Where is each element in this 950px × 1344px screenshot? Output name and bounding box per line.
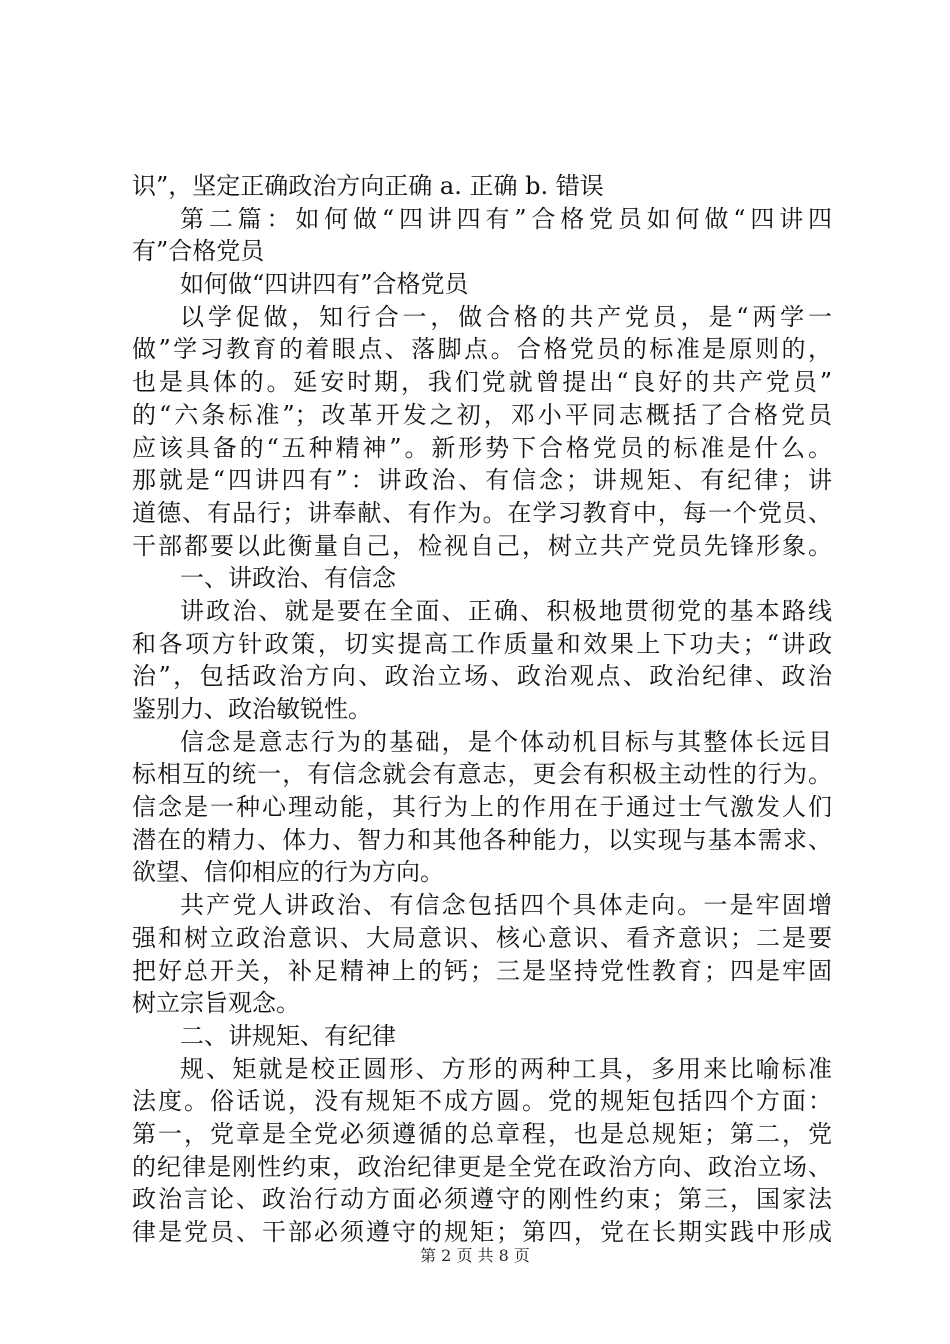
- text-line: 的“六条标准”；改革开发之初，邓小平同志概括了合格党员: [132, 400, 832, 429]
- text-line: 第二篇：如何做“四讲四有”合格党员如何做“四讲四: [180, 204, 832, 233]
- text-line: 第一，党章是全党必须遵循的总章程，也是总规矩；第二，党: [132, 1119, 832, 1148]
- page-footer: 第 2 页 共 8 页: [420, 1246, 530, 1265]
- text-line: 道德、有品行；讲奉献、有作为。在学习教育中，每一个党员、: [132, 498, 832, 527]
- text-line: 有”合格党员: [132, 237, 265, 266]
- text-line: 信念是一种心理动能，其行为上的作用在于通过士气激发人们: [132, 793, 832, 822]
- text-line: 把好总开关，补足精神上的钙；三是坚持党性教育；四是牢固: [132, 956, 832, 985]
- text-line: 做”学习教育的着眼点、落脚点。合格党员的标准是原则的，: [132, 335, 832, 364]
- text-line: 潜在的精力、体力、智力和其他各种能力，以实现与基本需求、: [132, 825, 832, 854]
- text-line: 也是具体的。延安时期，我们党就曾提出“良好的共产党员”: [132, 368, 832, 397]
- text-line: 治”，包括政治方向、政治立场、政治观点、政治纪律、政治: [132, 662, 832, 691]
- text-line: 欲望、信仰相应的行为方向。: [132, 858, 444, 887]
- text-line: 树立宗旨观念。: [132, 989, 300, 1018]
- text-line: 法度。俗话说，没有规矩不成方圆。党的规矩包括四个方面：: [132, 1087, 832, 1116]
- text-line: 的纪律是刚性约束，政治纪律更是全党在政治方向、政治立场、: [132, 1152, 832, 1181]
- text-line: 如何做“四讲四有”合格党员: [180, 270, 469, 299]
- text-line: 鉴别力、政治敏锐性。: [132, 695, 372, 723]
- text-line: 规、矩就是校正圆形、方形的两种工具，多用来比喻标准: [180, 1054, 832, 1083]
- text-line: 共产党人讲政治、有信念包括四个具体走向。一是牢固增: [180, 891, 832, 920]
- text-line: 那就是“四讲四有”：讲政治、有信念；讲规矩、有纪律；讲: [132, 466, 832, 495]
- text-line: 二、讲规矩、有纪律: [180, 1021, 396, 1050]
- text-line: 和各项方针政策，切实提高工作质量和效果上下功夫；“讲政: [132, 629, 832, 658]
- text-line: 干部都要以此衡量自己，检视自己，树立共产党员先锋形象。: [132, 531, 832, 560]
- text-line: 强和树立政治意识、大局意识、核心意识、看齐意识；二是要: [132, 923, 832, 952]
- text-line: 识”，坚定正确政治方向正确 a. 正确 b. 错误: [132, 172, 604, 200]
- text-line: 信念是意志行为的基础，是个体动机目标与其整体长远目: [180, 727, 832, 756]
- text-line: 应该具备的“五种精神”。新形势下合格党员的标准是什么。: [132, 433, 832, 462]
- document-body: [132, 170, 832, 1249]
- text-line: 标相互的统一，有信念就会有意志，更会有积极主动性的行为。: [132, 760, 832, 789]
- text-line: 一、讲政治、有信念: [180, 564, 396, 593]
- text-line: 政治言论、政治行动方面必须遵守的刚性约束；第三，国家法: [132, 1185, 832, 1214]
- text-line: 律是党员、干部必须遵守的规矩；第四，党在长期实践中形成: [132, 1218, 832, 1246]
- text-line: 以学促做，知行合一，做合格的共产党员，是“两学一: [180, 302, 832, 331]
- text-line: 讲政治、就是要在全面、正确、积极地贯彻党的基本路线: [180, 596, 832, 625]
